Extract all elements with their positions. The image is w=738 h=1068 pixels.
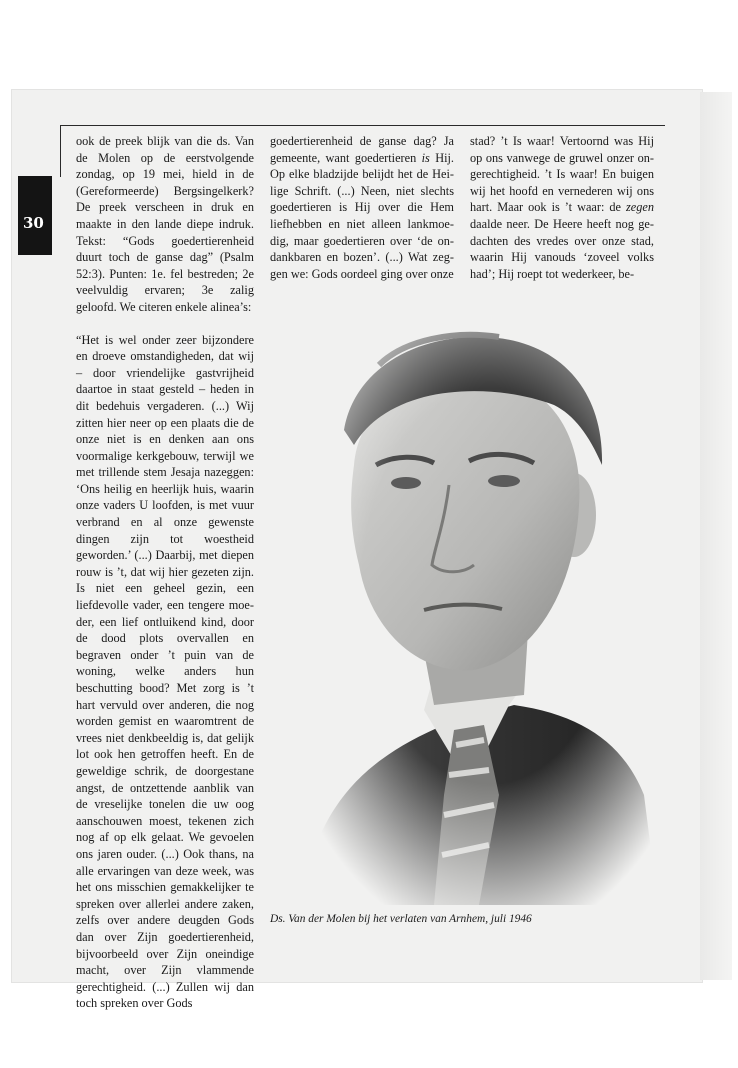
text-column-1 xyxy=(76,133,254,1012)
column-2-paragraph xyxy=(270,133,454,282)
header-rule-left xyxy=(60,125,61,177)
header-rule xyxy=(60,125,665,126)
column-3-text-a: stad? ’t Is waar! Vertoornd was Hij op ons vanwege de gruwel onzer ongerechtigheid. ’t Is waar! En buigen wij het hoofd en vernederen wij ons hart. Maar ook is ’t waar: de xyxy=(470,134,654,215)
page-edge xyxy=(700,92,732,980)
column-2-emphasis: is xyxy=(421,150,430,165)
page-number: 30 xyxy=(23,214,44,232)
intro-paragraph: ook de preek blijk van die ds. Van de Molen op de eerstvolgende zondag, op 19 mei, hield in de (Gereformeerde) Bergsingelkerk? De preek verscheen in druk en maakte in den lande diepe indruk. Tekst: “Gods goedertierenheid duurt toch de ganse dag” (Psalm 52:3). Punten: 1e. fel bestreden; 2e veelvuldig ervaren; 3e zalig geloofd. We citeren enkele alinea’s: xyxy=(76,134,254,314)
column-3-text-b: daalde neer. De Heere heeft nog gedachten des vredes over onze stad, waarin Hij vanouds ‘zoveel volks had’; Hij roept tot wederkeer, be- xyxy=(470,216,654,281)
portrait-photo xyxy=(284,325,658,905)
column-3-emphasis: zegen xyxy=(626,200,654,215)
portrait-illustration xyxy=(284,325,658,905)
text-column-3 xyxy=(470,133,654,282)
column-2-text-a: goedertierenheid de ganse dag? Ja gemeente, want goedertieren xyxy=(270,134,454,165)
column-3-paragraph xyxy=(470,133,654,282)
sermon-quote: “Het is wel onder zeer bijzondere en droeve omstandigheden, dat wij – door vriendelijke gastvrijheid daartoe in staat gesteld – heden in dit bedehuis vergaderen. (...) Wij zitten hier neer op een plaats die de onze niet is en denken aan ons voormalige kerkgebouw, terwijl we met trillende stem Jesaja nazeggen: ‘Ons heilig en heerlijk huis, waarin onze vaders U loofden, is met vuur verbrand en al onze gewenste dingen zijn tot woestheid geworden.’ (...) Daarbij, met diepen rouw is ’t, dat wij hier gezeten zijn. Is niet een geheel gezin, een liefdevolle vader, een tengere moeder, een lief ontluikend kind, door de dood plots overvallen en begraven onder ’t puin van de woning, welke anders hun beschutting bood? Met zorg is ’t hart vervuld over anderen, die nog worden gemist en waaromtrent de vrees niet denkbeeldig is, dat gelijk lot ook hen getroffen heeft. En de geweldige schrik, de doorgestane angst, de ontzettende aanblik van de vreselijke tonelen die uw oog aanschouwen moest, tekenen zich nog af op elk gelaat. We gevoelen ons jaren ouder. (...) Ook thans, na alle ervaringen van deze week, was het ons misschien gemakkelijker te spreken over allerlei andere zaken, zelfs over andere deugden Gods dan over Zijn goedertierenheid, bijvoorbeeld over Zijn oneindige macht, over Zijn vlammende gerechtigheid. (...) Zullen wij dan toch spreken over Gods xyxy=(76,332,254,1011)
text-column-2 xyxy=(270,133,454,282)
column-2-text-b: Hij. Op elke bladzijde belijdt het de Heilige Schrift. (...) Neen, niet slechts goedertieren is Hij over die Hem liefhebben en niet alleen lankmoedig, maar goedertieren over ‘de ondankbaren en bozen’. (...) Wat zeggen we: Gods oordeel ging over onze xyxy=(270,150,454,281)
photo-caption: Ds. Van der Molen bij het verlaten van Arnhem, juli 1946 xyxy=(270,913,532,925)
